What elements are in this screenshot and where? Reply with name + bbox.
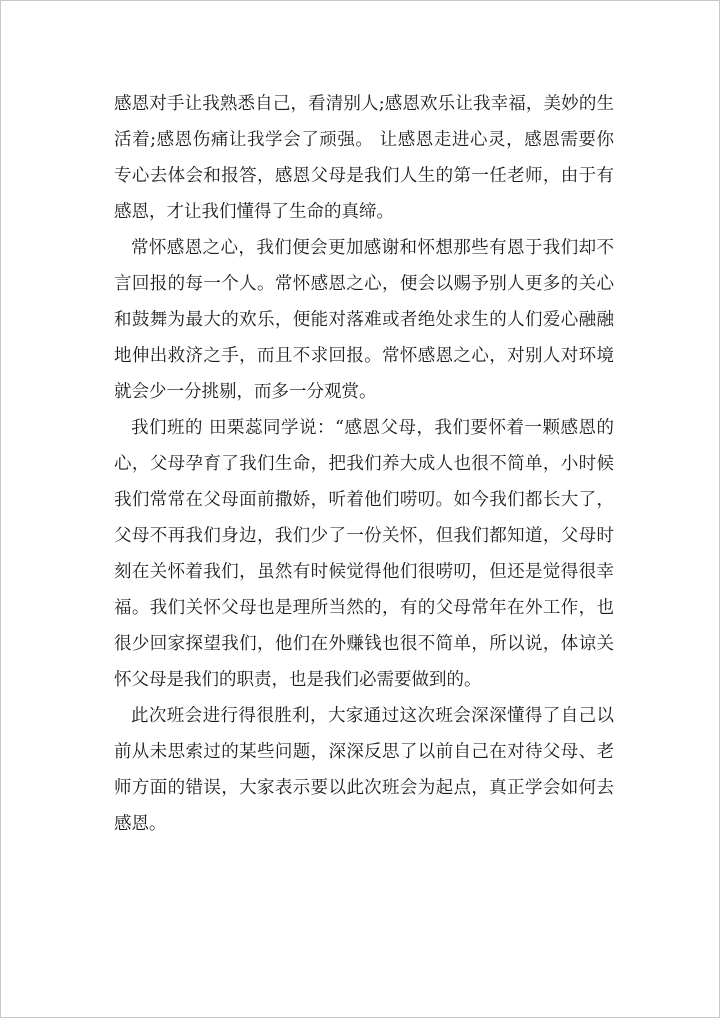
paragraph-3: 我们班的 田栗蕊同学说：“感恩父母，我们要怀着一颗感恩的心，父母孕育了我们生命，把我们养大成人也很不简单，小时候我们常常在父母面前撒娇，听着他们唠叨。如今我们都长大了，父母不再我们身边，我们少了一份关怀，但我们都知道，父母时刻在关怀着我们，虽然有时候觉得他们很唠叨，但还是觉得很幸福。我们关怀父母也是理所当然的，有的父母常年在外工作，也很少回家探望我们，他们在外赚钱也很不简单，所以说，体谅关怀父母是我们的职责，也是我们必需要做到的。 — [114, 418, 614, 690]
paragraph-2: 常怀感恩之心，我们便会更加感谢和怀想那些有恩于我们却不言回报的每一个人。常怀感恩之心，便会以赐予别人更多的关心和鼓舞为最大的欢乐，便能对落难或者绝处求生的人们爱心融融地伸出救济之手，而且不求回报。常怀感恩之心，对别人对环境就会少一分挑剔，而多一分观赏。 — [114, 238, 614, 402]
document-body — [114, 86, 614, 842]
paragraph-4: 此次班会进行得很胜利，大家通过这次班会深深懂得了自己以前从未思索过的某些问题，深深反思了以前自己在对待父母、老师方面的错误，大家表示要以此次班会为起点，真正学会如何去感恩。 — [114, 706, 614, 834]
paragraph-1: 感恩对手让我熟悉自己，看清别人;感恩欢乐让我幸福，美妙的生活着;感恩伤痛让我学会了顽强。 让感恩走进心灵，感恩需要你专心去体会和报答，感恩父母是我们人生的第一任老师，由于有感恩，才让我们懂得了生命的真缔。 — [114, 94, 614, 222]
